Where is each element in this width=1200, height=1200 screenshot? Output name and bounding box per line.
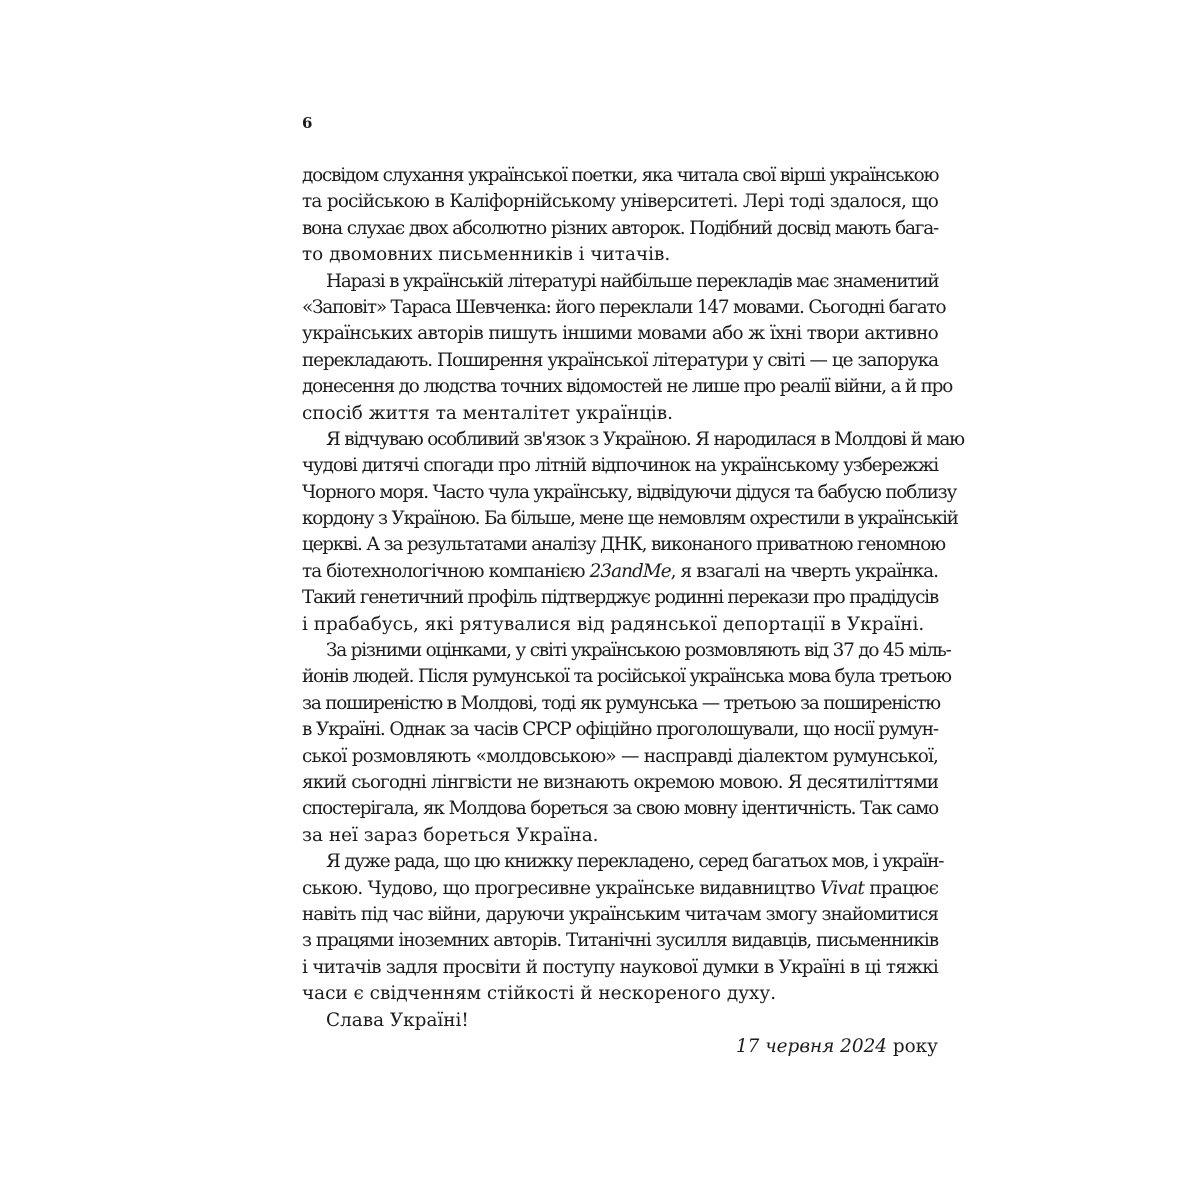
- text-line: кордону з Україною. Ба більше, мене ще немовлям охрестили в українській: [302, 508, 958, 530]
- text-line: та російською в Каліфорнійському університеті. Лері тоді здалося, що: [302, 191, 938, 213]
- date-value: 17 червня 2024: [735, 1035, 887, 1057]
- body-text: [302, 163, 964, 1060]
- text-line: досвідом слухання української поетки, яка читала свої вірші українською: [302, 165, 939, 186]
- text-line: і прабабусь, які рятувалися від радянської депортації в Україні.: [302, 613, 925, 635]
- text-line: за поширеністю в Молдові, тоді як румунська — третьою за поширеністю: [302, 692, 940, 714]
- text-line: Такий генетичний профіль підтверджує родинні перекази про прадідусів: [302, 587, 939, 609]
- text-line: Я відчуваю особливий зв'язок з Україною. Я народилася в Молдові й маю: [326, 428, 964, 450]
- text-line: спосіб життя та менталітет українців.: [302, 402, 674, 424]
- date-suffix: року: [886, 1035, 938, 1057]
- text-line: вона слухає двох абсолютно різних авторок. Подібний досвід мають бага-: [302, 217, 938, 239]
- text-line: Я дуже рада, що цю книжку перекладено, серед багатьох мов, і україн-: [326, 851, 944, 873]
- paragraph: [302, 849, 944, 1007]
- text-line: навіть під час війни, даруючи українським читачам змогу знайомитися: [302, 903, 938, 925]
- text-line: донесення до людства точних відомостей не лише про реалії війни, а й про: [302, 376, 953, 398]
- text-line: перекладають. Поширення української літератури у світі — це запорука: [302, 349, 938, 371]
- text-line: часи є свідченням стійкості й нескореного духу.: [302, 983, 777, 1005]
- text-line: йонів людей. Після румунської та російської українська мова була третьою: [302, 666, 951, 688]
- text-line: За різними оцінками, у світі українською розмовляють від 37 до 45 міль-: [326, 640, 951, 662]
- date-line: [302, 1034, 938, 1060]
- text-line: чудові дитячі спогади про літній відпочинок на українському узбережжі: [302, 455, 938, 477]
- text-line: з працями іноземних авторів. Титанічні зусилля видавців, письменників: [302, 930, 938, 952]
- text-line: який сьогодні лінгвісти не визнають окремою мовою. Я десятиліттями: [302, 771, 939, 793]
- text-line: ською. Чудово, що прогресивне українське видавництво Vivat працює: [302, 877, 939, 899]
- text-line: Чорного моря. Часто чула українську, відвідуючи дідуся та бабусю поблизу: [302, 481, 957, 503]
- paragraph: [302, 638, 951, 849]
- paragraph: [302, 1008, 938, 1034]
- text-line: та біотехнологічною компанією 23andMe, я взагалі на чверть українка.: [302, 560, 939, 582]
- text-line: українських авторів пишуть іншими мовами або ж їхні твори активно: [302, 323, 938, 345]
- text-line: в Україні. Однак за часів СРСР офіційно проголошували, що носії румун-: [302, 719, 938, 741]
- paragraph: [302, 163, 938, 269]
- text-line: церкві. А за результатами аналізу ДНК, виконаного приватною геномною: [302, 534, 945, 556]
- page-number: 6: [302, 114, 313, 132]
- text-line: Слава Україні!: [326, 1009, 469, 1031]
- paragraph: [302, 269, 953, 427]
- text-line: за неї зараз бореться Україна.: [302, 824, 599, 846]
- paragraph: [302, 427, 964, 638]
- text-line: ської розмовляють «молдовською» — насправді діалектом румунської,: [302, 745, 938, 767]
- text-line: то двомовних письменників і читачів.: [302, 244, 671, 266]
- text-line: спостерігала, як Молдова бореться за свою мовну ідентичність. Так само: [302, 798, 938, 820]
- text-line: «Заповіт» Тараса Шевченка: його переклали 147 мовами. Сьогодні багато: [302, 296, 946, 318]
- text-line: Наразі в українській літературі найбільше перекладів має знаменитий: [326, 270, 939, 292]
- text-line: і читачів задля просвіти й поступу наукової думки в Україні в ці тяжкі: [302, 956, 938, 978]
